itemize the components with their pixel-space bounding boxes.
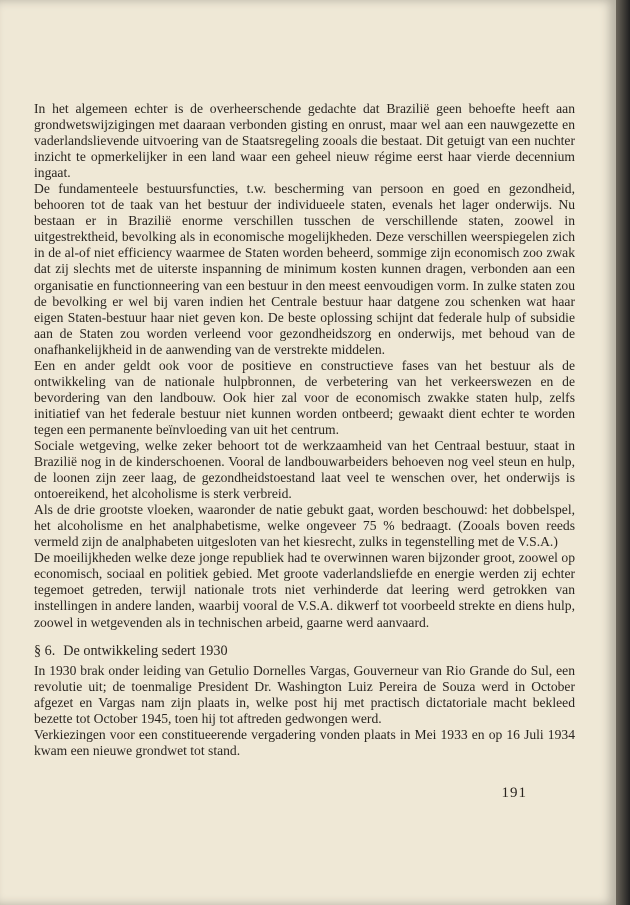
paragraph: In het algemeen echter is de overheerschende gedachte dat Brazilië geen behoefte heeft aan grondwetswijzigingen met daaraan verbonden gisting en onrust, maar wel aan een nauwgezette en vaderlandslievende uitvoering van de Staatsregeling zooals die bestaat. Dit getuigt van een nuchter inzicht te opmerkelijker in een land waar een geheel nieuw régime eerst haar vierde decennium ingaat. bbox=[34, 101, 575, 181]
paragraph: Als de drie grootste vloeken, waaronder de natie gebukt gaat, worden beschouwd: het dobbelspel, het alcoholisme en het analphabetisme, welke ongeveer 75 % bedraagt. (Zooals boven reeds vermeld zijn de analphabeten uitgesloten van het kiesrecht, zulks in tegenstelling met de V.S.A.) bbox=[34, 502, 575, 550]
page-number: 191 bbox=[501, 785, 527, 801]
paragraph: De fundamenteele bestuursfuncties, t.w. bescherming van persoon en goed en gezondheid, behooren tot de taak van het bestuur der individueele staten, evenals het lager onderwijs. Nu bestaan er in Brazilië enorme verschillen tusschen de verschillende staten, zoowel in uitgestrektheid, bevolking als in economische mogelijkheden. Deze verschillen weerspiegelen zich in de al-of niet efficiency waarmee de Staten worden beheerd, sommige zijn economisch zoo zwak dat zij slechts met de uiterste inspanning de minimum kosten kunnen dragen, verbonden aan een organisatie en functionneering van een bestuur in den meest eenvoudigen vorm. In zulke staten zou de bevolking er wel bij varen indien het Centrale bestuur haar datgene zou schenken wat haar eigen Staten-bestuur haar niet geven kon. De beste oplossing schijnt dat federale hulp of subsidie aan de Staten zou worden verleend voor gezondheidszorg en onderwijs, met behoud van de onafhankelijkheid in de aanwending van de verstrekte middelen. bbox=[34, 181, 575, 357]
paragraph: Sociale wetgeving, welke zeker behoort tot de werkzaamheid van het Centraal bestuur, staat in Brazilië nog in de kinderschoenen. Vooral de landbouwarbeiders behoeven nog veel steun en hulp, de loonen zijn zeer laag, de gezondheidstoestand laat veel te wenschen over, het onderwijs is ontoereikend, het alcoholisme is sterk verbreid. bbox=[34, 437, 575, 502]
paragraph: De moeilijkheden welke deze jonge republiek had te overwinnen waren bijzonder groot, zoowel op economisch, sociaal en politiek gebied. Met groote vaderlandsliefde en energie werden zij echter tegemoet getreden, terwijl nationale trots niet verhinderde dat leering werd getrokken van instellingen in andere landen, waarbij vooral de V.S.A. dikwerf tot voorbeeld strekte en diens hulp, zoowel in wetgevenden als in technischen arbeid, gaarne werd aanvaard. bbox=[34, 550, 575, 630]
section-heading bbox=[34, 643, 575, 659]
paragraph: In 1930 brak onder leiding van Getulio Dornelles Vargas, Gouverneur van Rio Grande do Sul, een revolutie uit; de toenmalige President Dr. Washington Luiz Pereira de Souza werd in October afgezet en Vargas nam zijn plaats in, welke post hij met practisch dictatoriale macht bekleed bezette tot October 1945, toen hij tot aftreden gedwongen werd. bbox=[34, 662, 575, 726]
body-text bbox=[34, 101, 575, 759]
paragraph: Een en ander geldt ook voor de positieve en constructieve fases van het bestuur als de ontwikkeling van de nationale hulpbronnen, de verbetering van het verkeerswezen en de bevordering van den landbouw. Ook hier zal voor de economisch zwakke staten hulp, zelfs initiatief van het federale bestuur niet kunnen worden ontbeerd; gewaakt dient echter te worden tegen een permanente beïnvloeding van uit het centrum. bbox=[34, 357, 575, 437]
section-number: § 6. bbox=[34, 642, 56, 659]
paragraph: Verkiezingen voor een constitueerende vergadering vonden plaats in Mei 1933 en op 16 Juli 1934 kwam een nieuwe grondwet tot stand. bbox=[34, 726, 575, 758]
section-title: De ontwikkeling sedert 1930 bbox=[63, 642, 228, 659]
page-edge-shadow bbox=[616, 0, 630, 905]
